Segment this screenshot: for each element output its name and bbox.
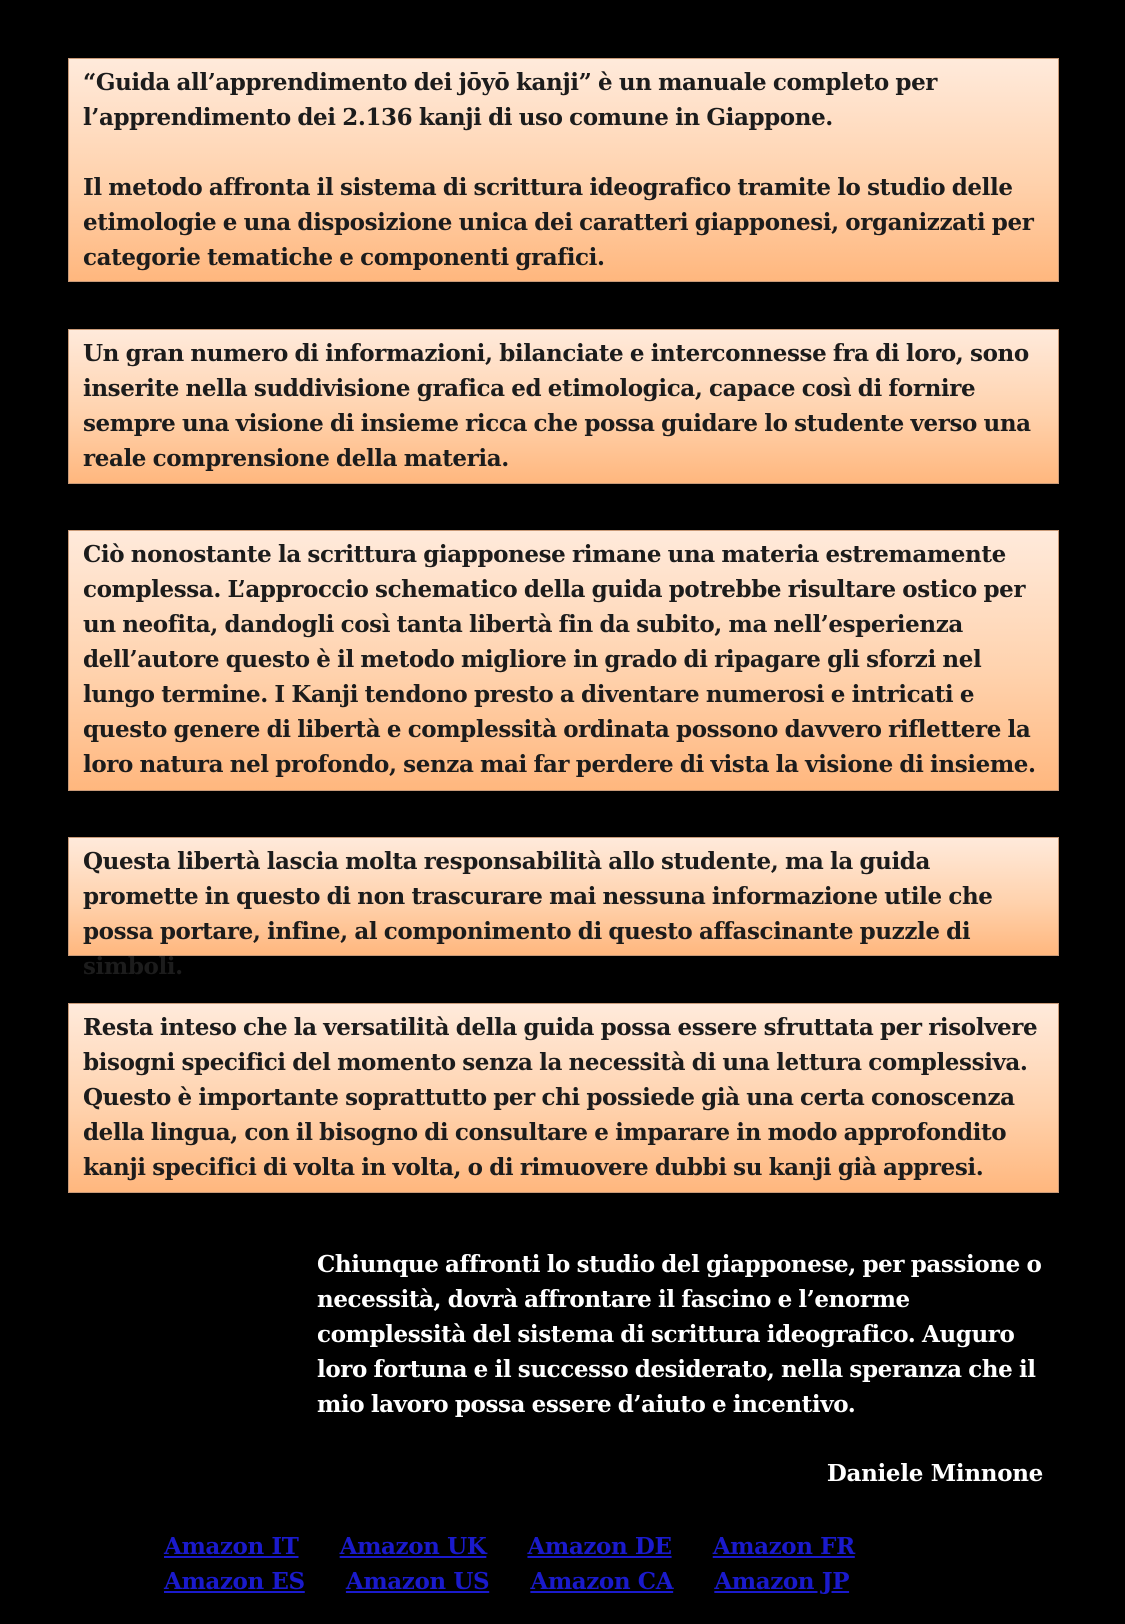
link-separator: -	[320, 1568, 330, 1595]
store-links	[164, 1529, 964, 1599]
closing-message: Chiunque affronti lo studio del giapponese, per passione o necessità, dovrà affrontare il fascino e l’enorme complessità del sistema di scrittura ideografico. Auguro loro fortuna e il successo desiderato, nella speranza che il mio lavoro possa essere d’aiuto e incentivo.	[317, 1251, 1042, 1418]
amazon-uk-link[interactable]: Amazon UK	[339, 1533, 487, 1560]
store-links-row-2	[164, 1564, 964, 1599]
information-paragraph: Un gran numero di informazioni, bilanciate e interconnesse fra di loro, sono inserite nella suddivisione grafica ed etimologica, capace così di fornire sempre una visione di insieme ricca che possa guidare lo studente verso una reale comprensione della materia.	[83, 340, 1031, 472]
link-separator: -	[687, 1533, 697, 1560]
link-separator: -	[505, 1568, 515, 1595]
author-signature: Daniele Minnone	[826, 1460, 1043, 1487]
link-separator: -	[502, 1533, 512, 1560]
amazon-us-link[interactable]: Amazon US	[345, 1568, 490, 1595]
responsibility-paragraph: Questa libertà lascia molta responsabilità allo studente, ma la guida promette in questo di non trascurare mai nessuna informazione utile che possa portare, infine, al componimento di questo affascinante puzzle di simboli.	[83, 848, 993, 980]
intro-paragraph: “Guida all’apprendimento dei jōyō kanji” è un manuale completo per l’apprendimento dei 2.136 kanji di uso comune in Giappone.	[83, 69, 938, 131]
amazon-fr-link[interactable]: Amazon FR	[712, 1533, 855, 1560]
amazon-es-link[interactable]: Amazon ES	[164, 1568, 305, 1595]
link-separator: -	[689, 1568, 699, 1595]
link-separator: -	[314, 1533, 324, 1560]
versatility-box	[68, 1003, 1059, 1193]
responsibility-box	[68, 837, 1059, 980]
amazon-de-link[interactable]: Amazon DE	[527, 1533, 672, 1560]
information-box	[68, 329, 1059, 484]
complexity-box	[68, 530, 1059, 791]
method-paragraph: Il metodo affronta il sistema di scrittura ideografico tramite lo studio delle etimologie e una disposizione unica dei caratteri giapponesi, organizzati per categorie tematiche e componenti grafici.	[83, 174, 1034, 271]
amazon-jp-link[interactable]: Amazon JP	[714, 1568, 850, 1595]
complexity-paragraph: Ciò nonostante la scrittura giapponese rimane una materia estremamente complessa. L’approccio schematico della guida potrebbe risultare ostico per un neofita, dandogli così tanta libertà fin da subito, ma nell’esperienza dell’autore questo è il metodo migliore in grado di ripagare gli sforzi nel lungo termine. I Kanji tendono presto a diventare numerosi e intricati e questo genere di libertà e complessità ordinata possono davvero riflettere la loro natura nel profondo, senza mai far perdere di vista la visione di insieme.	[83, 541, 1036, 778]
amazon-ca-link[interactable]: Amazon CA	[530, 1568, 674, 1595]
amazon-it-link[interactable]: Amazon IT	[164, 1533, 299, 1560]
versatility-paragraph: Resta inteso che la versatilità della guida possa essere sfruttata per risolvere bisogni specifici del momento senza la necessità di una lettura complessiva. Questo è importante soprattutto per chi possiede già una certa conoscenza della lingua, con il bisogno di consultare e imparare in modo approfondito kanji specifici di volta in volta, o di rimuovere dubbi su kanji già appresi.	[83, 1014, 1038, 1181]
intro-box	[68, 58, 1059, 282]
store-links-row-1	[164, 1529, 964, 1564]
